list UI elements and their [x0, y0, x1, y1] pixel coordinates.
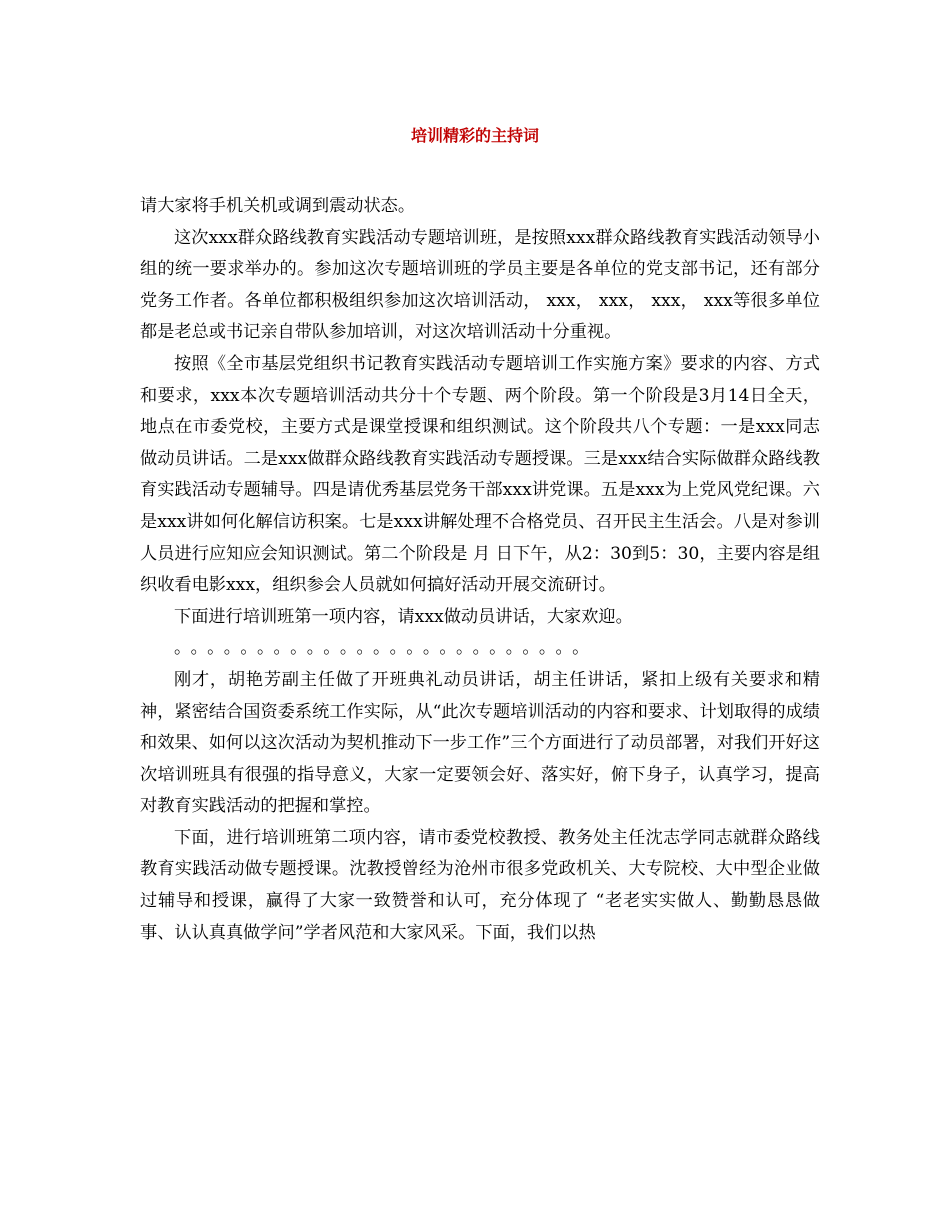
document-body [140, 191, 820, 949]
paragraph-ellipsis: 。。。。。。。。。。。。。。。。。。。。。。。。。 [174, 638, 598, 659]
paragraph-phone-notice: 请大家将手机关机或调到震动状态。 [140, 196, 416, 216]
paragraph-first-item: 下面进行培训班第一项内容，请xxx做动员讲话，大家欢迎。 [174, 606, 633, 627]
paragraph-second-item: 下面，进行培训班第二项内容，请市委党校教授、教务处主任沈志学同志就群众路线教育实践活动做专题授课。沈教授曾经为沧州市很多党政机关、大专院校、大中型企业做过辅导和授课，赢得了大家一致赞誉和认可，充分体现了 “老老实实做人、勤勤恳恳做事、认认真真做学问”学者风范和大家风采。下面，我们以热 [140, 827, 820, 943]
paragraph-speech-summary: 刚才，胡艳芳副主任做了开班典礼动员讲话，胡主任讲话，紧扣上级有关要求和精神，紧密结合国资委系统工作实际，从“此次专题培训活动的内容和要求、计划取得的成绩和效果、如何以这次活动为契机推动下一步工作”三个方面进行了动员部署，对我们开好这次培训班具有很强的指导意义，大家一定要领会好、落实好，俯下身子，认真学习，提高对教育实践活动的把握和掌控。 [140, 669, 820, 817]
paragraph-training-intro: 这次xxx群众路线教育实践活动专题培训班，是按照xxx群众路线教育实践活动领导小组的统一要求举办的。参加这次专题培训班的学员主要是各单位的党支部书记，还有部分党务工作者。各单位都积极组织参加这次培训活动， xxx， xxx， xxx， xxx等很多单位都是老总或书记亲自带队参加培训，对这次培训活动十分重视。 [140, 227, 820, 343]
paragraph-training-schedule: 按照《全市基层党组织书记教育实践活动专题培训工作实施方案》要求的内容、方式和要求，xxx本次专题培训活动共分十个专题、两个阶段。第一个阶段是3月14日全天，地点在市委党校，主要方式是课堂授课和组织测试。这个阶段共八个专题：一是xxx同志做动员讲话。二是xxx做群众路线教育实践活动专题授课。三是xxx结合实际做群众路线教育实践活动专题辅导。四是请优秀基层党务干部xxx讲党课。五是xxx为上党风党纪课。六是xxx讲如何化解信访积案。七是xxx讲解处理不合格党员、召开民主生活会。八是对参训人员进行应知应会知识测试。第二个阶段是 月 日下午，从2：30到5：30，主要内容是组织收看电影xxx，组织参会人员就如何搞好活动开展交流研讨。 [140, 353, 820, 596]
document-title: 培训精彩的主持词 [410, 126, 539, 145]
